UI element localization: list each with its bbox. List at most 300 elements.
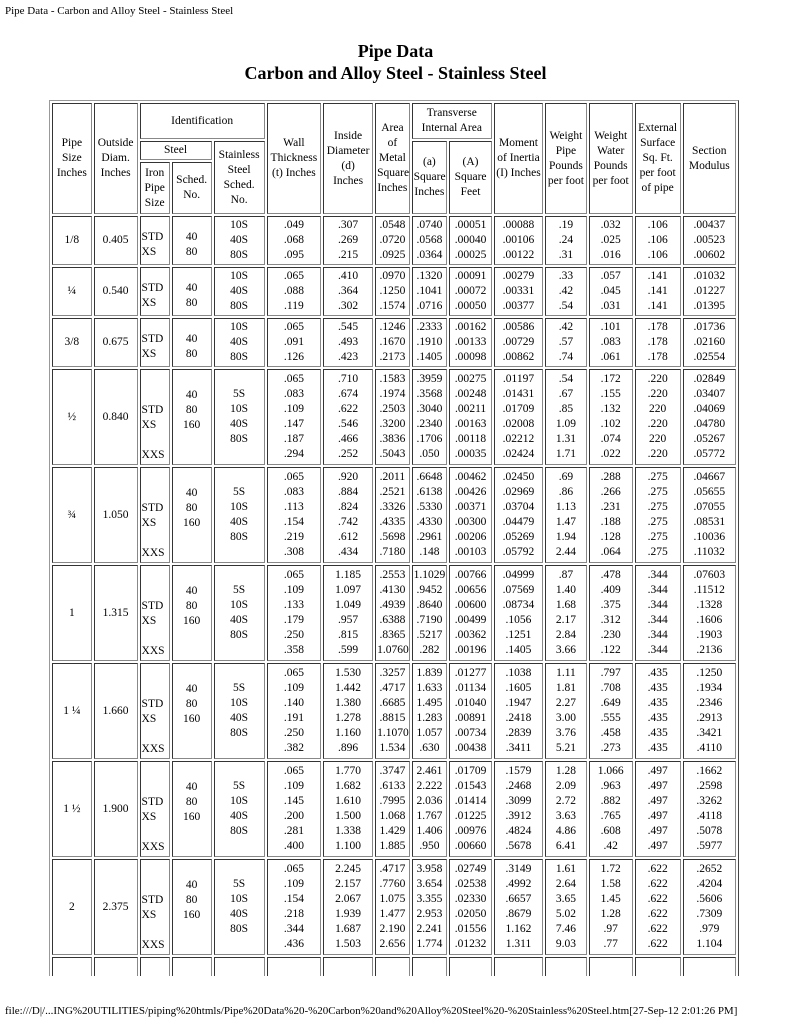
cell-section-modulus [683, 369, 736, 465]
section-modulus-value: .2598 [696, 780, 723, 792]
external-surface-value: .106 [647, 219, 668, 231]
cell-sched-no [172, 318, 212, 367]
weight-pipe-value: 1.68 [555, 599, 576, 611]
moment-inertia-value: 1.311 [505, 938, 532, 950]
external-surface-value: .106 [647, 234, 668, 246]
cell-external-surface [635, 467, 681, 563]
weight-water-value: .102 [600, 418, 621, 430]
weight-pipe-value: 2.64 [555, 878, 576, 890]
iron-pipe-size-value: XS [141, 348, 157, 360]
weight-water-value: .649 [600, 697, 621, 709]
cell-iron-pipe-size [140, 318, 170, 367]
sched-no-value: 160 [183, 713, 201, 725]
iron-pipe-size-xxs: XXS [141, 449, 165, 461]
sched-no-value: 160 [183, 615, 201, 627]
cell-weight-pipe [545, 318, 587, 367]
weight-pipe-value: .54 [558, 373, 574, 385]
weight-water-value: .132 [600, 403, 621, 415]
inside-diameter-value: 1.100 [335, 840, 362, 852]
stainless-sched-value: 40S [230, 614, 249, 626]
moment-inertia-value: .02424 [502, 448, 535, 460]
moment-inertia-value: .02008 [502, 418, 535, 430]
transverse-a-value: .6648 [416, 471, 443, 483]
weight-pipe-value: 1.40 [555, 584, 576, 596]
cell-section-modulus [683, 761, 736, 857]
section-modulus-value: .04667 [693, 471, 726, 483]
weight-water-value: .188 [600, 516, 621, 528]
spacer [142, 629, 168, 644]
moment-inertia-value: .3149 [505, 863, 532, 875]
moment-inertia-value: .03704 [502, 501, 535, 513]
inside-diameter-value: .674 [338, 388, 359, 400]
wall-thickness-value: .179 [283, 614, 304, 626]
stainless-sched-value: 5S [233, 486, 246, 498]
moment-inertia-value: .00088 [502, 219, 535, 231]
wall-thickness-value: .088 [283, 285, 304, 297]
area-metal-value: .3257 [379, 667, 406, 679]
cell-moment-inertia [494, 565, 543, 661]
cell-section-modulus [683, 216, 736, 265]
transverse-A-value: .00499 [454, 614, 487, 626]
moment-inertia-value: .04479 [502, 516, 535, 528]
sched-no-value: 40 [185, 585, 198, 597]
cell-transverse-a [412, 216, 448, 265]
transverse-a-value: .0716 [416, 300, 443, 312]
iron-pipe-size-value: STD [141, 698, 164, 710]
section-modulus-value: .4110 [696, 742, 723, 754]
page-subtitle: Carbon and Alloy Steel - Stainless Steel [244, 63, 547, 83]
cell-outside-diam: 0.675 [94, 318, 138, 367]
external-surface-value: .141 [647, 270, 668, 282]
stainless-sched-value: 10S [230, 321, 249, 333]
external-surface-value: .497 [647, 840, 668, 852]
weight-pipe-value: .31 [558, 249, 574, 261]
moment-inertia-value: .1947 [505, 697, 532, 709]
cell-sched-no [172, 216, 212, 265]
transverse-a-value: .950 [419, 840, 440, 852]
empty-cell [172, 957, 212, 976]
sched-no-value: 80 [185, 894, 198, 906]
transverse-a-value: .7190 [416, 614, 443, 626]
transverse-A-value: .00133 [454, 336, 487, 348]
cell-weight-pipe [545, 859, 587, 955]
cell-wall-thickness [267, 318, 321, 367]
transverse-a-value: .1910 [416, 336, 443, 348]
spacer [142, 765, 168, 795]
area-metal-value: 1.075 [379, 893, 406, 905]
cell-section-modulus [683, 318, 736, 367]
moment-inertia-value: 1.162 [505, 923, 532, 935]
cell-wall-thickness [267, 369, 321, 465]
transverse-A-value: .00248 [454, 388, 487, 400]
cell-stainless-sched [214, 761, 265, 857]
sched-no-value: 80 [185, 348, 198, 360]
transverse-A-value: .00072 [454, 285, 487, 297]
external-surface-value: .275 [647, 471, 668, 483]
cell-transverse-a [412, 369, 448, 465]
cell-weight-pipe [545, 369, 587, 465]
cell-inside-diameter [323, 761, 373, 857]
weight-water-value: .608 [600, 825, 621, 837]
wall-thickness-value: .065 [283, 321, 304, 333]
cell-weight-water [589, 761, 633, 857]
moment-inertia-value: .00377 [502, 300, 535, 312]
cell-section-modulus [683, 267, 736, 316]
weight-water-value: 1.58 [600, 878, 621, 890]
wall-thickness-value: .109 [283, 878, 304, 890]
iron-pipe-size-value: STD [141, 600, 164, 612]
transverse-a-value: 1.774 [416, 938, 443, 950]
section-modulus-value: .00602 [693, 249, 726, 261]
cell-external-surface [635, 267, 681, 316]
pipe-data-table [49, 100, 739, 976]
iron-pipe-size-value: STD [141, 282, 164, 294]
cell-wall-thickness [267, 267, 321, 316]
spacer [142, 569, 168, 599]
section-modulus-value: .02160 [693, 336, 726, 348]
transverse-a-value: .3959 [416, 373, 443, 385]
iron-pipe-size-value: XS [141, 713, 157, 725]
iron-pipe-size-xxs: XXS [141, 743, 165, 755]
cell-iron-pipe-size [140, 467, 170, 563]
transverse-a-value: 2.222 [416, 780, 443, 792]
section-modulus-value: .1606 [696, 614, 723, 626]
weight-water-value: .032 [600, 219, 621, 231]
weight-pipe-value: 1.11 [556, 667, 576, 679]
cell-moment-inertia [494, 859, 543, 955]
transverse-A-value: .00050 [454, 300, 487, 312]
cell-area-metal [375, 318, 409, 367]
weight-water-value: 1.066 [597, 765, 624, 777]
section-modulus-value: .4118 [696, 810, 723, 822]
transverse-A-value: .01040 [454, 697, 487, 709]
cell-section-modulus [683, 859, 736, 955]
cell-inside-diameter [323, 216, 373, 265]
section-modulus-value: .11512 [693, 584, 725, 596]
weight-water-value: .064 [600, 546, 621, 558]
area-metal-value: .6133 [379, 780, 406, 792]
inside-diameter-value: 1.097 [335, 584, 362, 596]
table-row [52, 467, 736, 563]
external-surface-value: .275 [647, 546, 668, 558]
iron-pipe-size-xxs: XXS [141, 939, 165, 951]
weight-pipe-value: 7.46 [555, 923, 576, 935]
stainless-sched-value: 80S [230, 825, 249, 837]
external-surface-value: .275 [647, 486, 668, 498]
cell-stainless-sched [214, 663, 265, 759]
weight-water-value: .101 [600, 321, 621, 333]
external-surface-value: .220 [647, 388, 668, 400]
footer-url: file:///D|/...ING%20UTILITIES/piping%20htmls/Pipe%20Data%20-%20Carbon%20and%20Alloy%20Steel%20-%20Stainless%20Steel.htm[27-Sep-12 2:01:26 PM] [5, 1005, 738, 1017]
cell-inside-diameter [323, 859, 373, 955]
spacer [174, 667, 210, 682]
section-modulus-value: .1662 [696, 765, 723, 777]
inside-diameter-value: 2.245 [335, 863, 362, 875]
cell-weight-pipe [545, 267, 587, 316]
iron-pipe-size-value: STD [141, 404, 164, 416]
table-row [52, 761, 736, 857]
transverse-A-value: .00462 [454, 471, 487, 483]
cell-sched-no [172, 369, 212, 465]
transverse-A-value: .01709 [454, 765, 487, 777]
spacer [174, 471, 210, 486]
cell-pipe-size: ½ [52, 369, 92, 465]
cell-weight-water [589, 369, 633, 465]
cell-stainless-sched [214, 565, 265, 661]
cell-iron-pipe-size [140, 216, 170, 265]
iron-pipe-size-value: XS [141, 297, 157, 309]
wall-thickness-value: .436 [283, 938, 304, 950]
header-steel: Steel [140, 141, 212, 160]
section-modulus-value: .5078 [696, 825, 723, 837]
iron-pipe-size-value: STD [141, 333, 164, 345]
transverse-a-value: 1.1029 [413, 569, 446, 581]
weight-water-value: .478 [600, 569, 621, 581]
moment-inertia-value: .04999 [502, 569, 535, 581]
weight-water-value: .122 [600, 644, 621, 656]
wall-thickness-value: .095 [283, 249, 304, 261]
external-surface-value: .275 [647, 531, 668, 543]
section-modulus-value: .01032 [693, 270, 726, 282]
section-modulus-value: .01227 [693, 285, 726, 297]
cell-weight-pipe [545, 761, 587, 857]
cell-pipe-size: 1/8 [52, 216, 92, 265]
transverse-a-value: 3.355 [416, 893, 443, 905]
weight-pipe-value: .57 [558, 336, 574, 348]
inside-diameter-value: .622 [338, 403, 359, 415]
weight-pipe-value: 6.41 [555, 840, 576, 852]
area-metal-value: .4130 [379, 584, 406, 596]
wall-thickness-value: .126 [283, 351, 304, 363]
wall-thickness-value: .083 [283, 388, 304, 400]
transverse-a-value: .0364 [416, 249, 443, 261]
transverse-a-value: 1.839 [416, 667, 443, 679]
stainless-sched-value: 40S [230, 336, 249, 348]
transverse-a-value: .2961 [416, 531, 443, 543]
area-metal-value: .2173 [379, 351, 406, 363]
external-surface-value: .435 [647, 742, 668, 754]
stainless-sched-value: 80S [230, 433, 249, 445]
cell-transverse-a [412, 267, 448, 316]
moment-inertia-value: .2468 [505, 780, 532, 792]
weight-pipe-value: 3.76 [555, 727, 576, 739]
weight-water-value: .963 [600, 780, 621, 792]
cell-iron-pipe-size [140, 369, 170, 465]
transverse-A-value: .00766 [454, 569, 487, 581]
sched-no-value: 80 [185, 600, 198, 612]
section-modulus-value: .02849 [693, 373, 726, 385]
area-metal-value: .4335 [379, 516, 406, 528]
moment-inertia-value: .01431 [502, 388, 535, 400]
inside-diameter-value: .896 [338, 742, 359, 754]
weight-pipe-value: 2.44 [555, 546, 576, 558]
stainless-sched-value: 80S [230, 727, 249, 739]
external-surface-value: .141 [647, 300, 668, 312]
transverse-a-value: 2.241 [416, 923, 443, 935]
weight-pipe-value: 9.03 [555, 938, 576, 950]
cell-transverse-A [449, 216, 492, 265]
moment-inertia-value: .01709 [502, 403, 535, 415]
moment-inertia-value: .07569 [502, 584, 535, 596]
stainless-sched-value: 80S [230, 531, 249, 543]
stainless-sched-value: 40S [230, 908, 249, 920]
moment-inertia-value: .4824 [505, 825, 532, 837]
cell-inside-diameter [323, 318, 373, 367]
wall-thickness-value: .154 [283, 516, 304, 528]
area-metal-value: .2553 [379, 569, 406, 581]
external-surface-value: 220 [649, 403, 667, 415]
wall-thickness-value: .113 [284, 501, 304, 513]
cell-stainless-sched [214, 216, 265, 265]
cell-sched-no [172, 859, 212, 955]
cell-moment-inertia [494, 267, 543, 316]
area-metal-value: .3747 [379, 765, 406, 777]
external-surface-value: .435 [647, 727, 668, 739]
section-modulus-value: .3421 [696, 727, 723, 739]
iron-pipe-size-value: XS [141, 909, 157, 921]
cell-sched-no [172, 267, 212, 316]
transverse-a-value: .5217 [416, 629, 443, 641]
cell-pipe-size: 3/8 [52, 318, 92, 367]
section-modulus-value: .1934 [696, 682, 723, 694]
header-sched-no: Sched. No. [172, 162, 212, 214]
transverse-A-value: .00163 [454, 418, 487, 430]
cell-wall-thickness [267, 761, 321, 857]
cell-pipe-size: 2 [52, 859, 92, 955]
stainless-sched-value: 10S [230, 270, 249, 282]
external-surface-value: .497 [647, 825, 668, 837]
iron-pipe-size-value: XS [141, 811, 157, 823]
transverse-a-value: .9452 [416, 584, 443, 596]
inside-diameter-value: .815 [338, 629, 359, 641]
weight-water-value: .083 [600, 336, 621, 348]
area-metal-value: .1246 [379, 321, 406, 333]
external-surface-value: .622 [647, 878, 668, 890]
cell-iron-pipe-size [140, 859, 170, 955]
area-metal-value: .4717 [379, 863, 406, 875]
wall-thickness-value: .187 [283, 433, 304, 445]
wall-thickness-value: .065 [283, 471, 304, 483]
cell-external-surface [635, 369, 681, 465]
external-surface-value: .178 [647, 336, 668, 348]
area-metal-value: .2503 [379, 403, 406, 415]
moment-inertia-value: .01197 [502, 373, 535, 385]
header-transverse-area: Transverse Internal Area [412, 103, 492, 139]
stainless-sched-value: 40S [230, 810, 249, 822]
cell-area-metal [375, 267, 409, 316]
external-surface-value: .220 [647, 373, 668, 385]
pipe-data-rows [52, 216, 736, 976]
transverse-a-value: .6138 [416, 486, 443, 498]
cell-external-surface [635, 761, 681, 857]
weight-pipe-value: 1.28 [555, 765, 576, 777]
sched-no-value: 40 [185, 282, 198, 294]
sched-no-value: 40 [185, 781, 198, 793]
inside-diameter-value: .434 [338, 546, 359, 558]
sched-no-value: 40 [185, 333, 198, 345]
weight-water-value: .555 [600, 712, 621, 724]
transverse-a-value: .148 [419, 546, 440, 558]
transverse-a-value: .3568 [416, 388, 443, 400]
inside-diameter-value: 1.442 [335, 682, 362, 694]
stainless-sched-value: 40S [230, 285, 249, 297]
weight-pipe-value: 5.21 [555, 742, 576, 754]
area-metal-value: .8815 [379, 712, 406, 724]
transverse-A-value: .00734 [454, 727, 487, 739]
moment-inertia-value: .00729 [502, 336, 535, 348]
header-A-square-feet: (A) Square Feet [449, 141, 492, 214]
area-metal-value: .1974 [379, 388, 406, 400]
cell-external-surface [635, 859, 681, 955]
wall-thickness-value: .109 [283, 682, 304, 694]
transverse-a-value: 3.958 [416, 863, 443, 875]
cell-area-metal [375, 859, 409, 955]
document-titles [0, 40, 791, 84]
area-metal-value: .7760 [379, 878, 406, 890]
moment-inertia-value: .3411 [505, 742, 532, 754]
wall-thickness-value: .140 [283, 697, 304, 709]
stainless-sched-value: 40S [230, 516, 249, 528]
stainless-sched-value: 40S [230, 234, 249, 246]
weight-pipe-value: 1.09 [555, 418, 576, 430]
area-metal-value: .3836 [379, 433, 406, 445]
area-metal-value: .1583 [379, 373, 406, 385]
inside-diameter-value: .410 [338, 270, 359, 282]
transverse-A-value: .01134 [454, 682, 487, 694]
inside-diameter-value: 1.380 [335, 697, 362, 709]
empty-cell [635, 957, 681, 976]
section-modulus-value: .05267 [693, 433, 726, 445]
spacer [142, 373, 168, 403]
stainless-sched-value: 80S [230, 629, 249, 641]
weight-pipe-value: 5.02 [555, 908, 576, 920]
weight-water-value: .312 [600, 614, 621, 626]
transverse-a-value: 1.057 [416, 727, 443, 739]
transverse-A-value: .00196 [454, 644, 487, 656]
moment-inertia-value: .00331 [502, 285, 535, 297]
transverse-a-value: .1405 [416, 351, 443, 363]
weight-water-value: .016 [600, 249, 621, 261]
moment-inertia-value: .00279 [502, 270, 535, 282]
spacer [142, 667, 168, 697]
weight-water-value: .172 [600, 373, 621, 385]
stainless-sched-value: 80S [230, 300, 249, 312]
cell-transverse-A [449, 761, 492, 857]
transverse-A-value: .00035 [454, 448, 487, 460]
moment-inertia-value: .1038 [505, 667, 532, 679]
weight-water-value: .031 [600, 300, 621, 312]
weight-water-value: .458 [600, 727, 621, 739]
wall-thickness-value: .109 [283, 403, 304, 415]
weight-pipe-value: .67 [558, 388, 574, 400]
moment-inertia-value: .5678 [505, 840, 532, 852]
cell-inside-diameter [323, 267, 373, 316]
cell-pipe-size: 1 [52, 565, 92, 661]
moment-inertia-value: .1251 [505, 629, 532, 641]
inside-diameter-value: 1.687 [335, 923, 362, 935]
weight-water-value: .025 [600, 234, 621, 246]
inside-diameter-value: .302 [338, 300, 359, 312]
cell-moment-inertia [494, 369, 543, 465]
sched-no-value: 40 [185, 879, 198, 891]
iron-pipe-size-value: STD [141, 796, 164, 808]
cell-transverse-a [412, 663, 448, 759]
external-surface-value: .141 [647, 285, 668, 297]
area-metal-value: .7180 [379, 546, 406, 558]
cell-pipe-size: ¾ [52, 467, 92, 563]
transverse-a-value: .8640 [416, 599, 443, 611]
external-surface-value: .497 [647, 795, 668, 807]
